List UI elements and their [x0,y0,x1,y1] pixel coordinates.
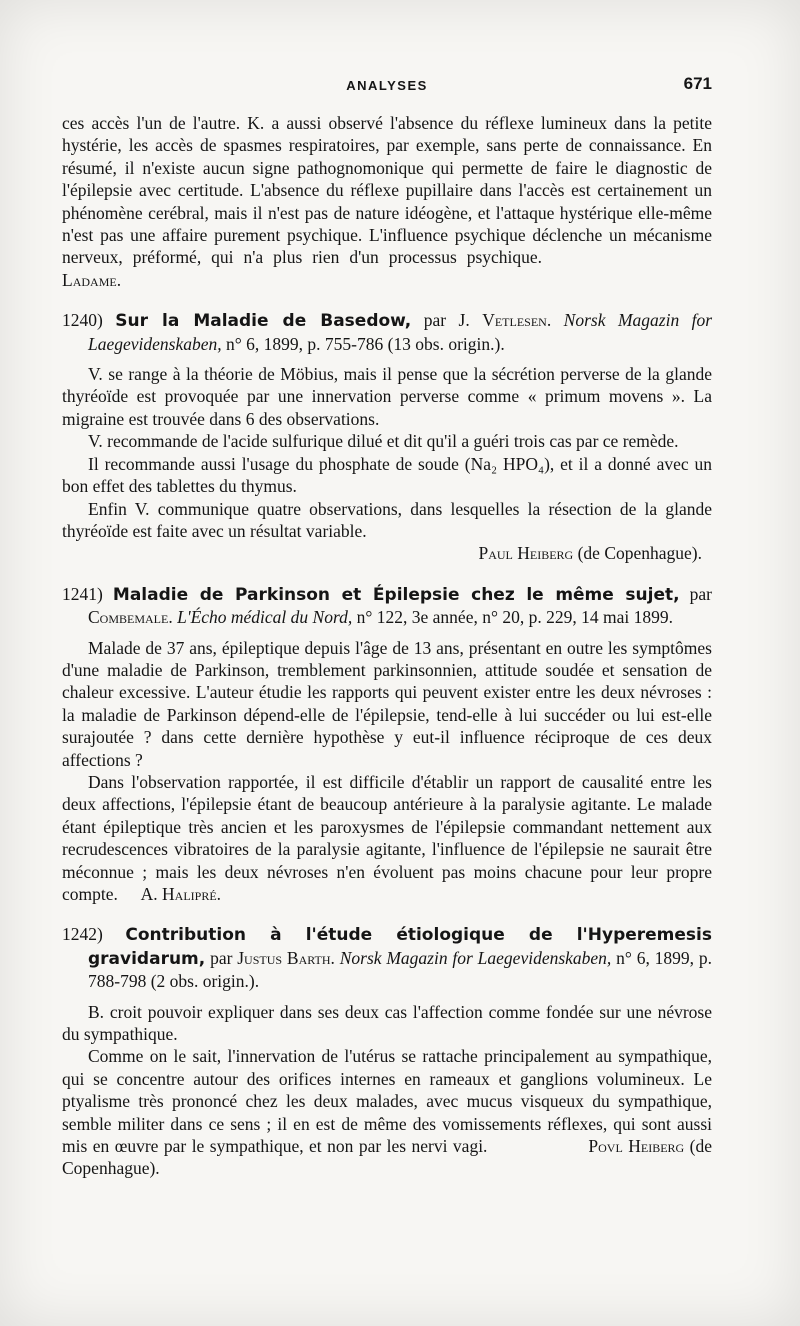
entry-journal: Norsk Magazin for Laegevidenskaben, [339,947,612,968]
paragraph: Enfin V. communique quatre observations, dans lesquelles la résection de la glande thyréoïde est faite avec un résultat variable. [62,498,712,541]
entry-1241 [62,583,712,906]
paragraph: Malade de 37 ans, épileptique depuis l'âge de 13 ans, présentant en outre les symptômes d'une maladie de Parkinson, tremblement parkinsonnien, attitude soudée et sensation de chaleur excessive. L'auteur étudie les rapports qui peuvent exister entre les deux névroses : la maladie de Parkinson dépend-elle de l'épilepsie, tend-elle à lui succéder ou lui est-elle surajoutée ? dans cette dernière hypothèse y eut-il influence réciproque de ces deux affections ? [62,637,712,770]
paragraph: Il recommande aussi l'usage du phosphate de soude (Na₂ HPO₄), et il a donné avec un bon effet des tablettes du thymus. [62,453,712,497]
entry-number: 1241) [62,583,103,604]
entry-author: Combemale. [88,607,173,628]
paragraph-with-signature [62,771,712,905]
signature-name: Povl Heiberg [588,1136,685,1157]
page-header [62,74,712,98]
entry-title: Maladie de Parkinson et Épilepsie chez le même sujet, [112,584,680,605]
entry-author: Justus Barth. [237,947,335,968]
signature-ladame: Ladame. [62,269,122,290]
entry-title: Sur la Maladie de Basedow, [115,311,412,332]
entry-journal: L'Écho médical du Nord, [177,607,353,628]
entry-heading [62,309,712,355]
signature-place: (de Copenhague). [577,543,702,564]
signature-name: Paul Heiberg [478,543,574,564]
signature-halipre: A. Halipré. [140,884,222,904]
entry-details: n° 6, 1899, p. 788-798 (2 obs. origin.). [88,947,712,992]
signature-place: (de Copenhague). [62,1136,713,1179]
paragraph: V. se range à la théorie de Möbius, mais il pense que la sécrétion perverse de la glande thyréoïde est provoquée par une innervation perverse comme « primum movens ». La migraine est trouvée dans 6 des observations. [62,364,712,429]
entry-heading [62,923,712,992]
paragraph-text: Comme on le sait, l'innervation de l'utérus se rattache principalement au sympathique, qui se concentre autour des orifices internes en rameaux et ganglions volumineux. Le ptyalisme très prononcé chez les deux malades, avec mucus visqueux du sympathique, semble militer dans ce sens ; il en est de même des vomissements réflexes, qui sont aussi mis en œuvre par le sympathique, et non par les nervi vagi. [62,1046,712,1157]
running-title: ANALYSES [346,78,428,93]
entry-title: Contribution à l'étude étiologique de l'Hyperemesis gravidarum, [88,925,712,969]
entry-1242 [62,923,712,1179]
entry-by: par [210,947,233,968]
entry-number: 1240) [62,310,103,331]
paragraph: V. recommande de l'acide sulfurique dilué et dit qu'il a guéri trois cas par ce remède. [88,431,679,452]
paragraph-with-signature [62,1045,712,1179]
entry-journal: Norsk Magazin for Laegevidenskaben, [88,310,713,354]
paragraph: B. croit pouvoir expliquer dans ses deux cas l'affection comme fondée sur une névrose du sympathique. [62,1001,712,1045]
entry-details: n° 6, 1899, p. 755-786 (13 obs. origin.). [226,333,505,354]
entry-number: 1242) [62,924,103,945]
entry-by: par [689,583,713,604]
entry-details: n° 122, 3e année, n° 20, p. 229, 14 mai 1899. [356,607,673,628]
page-number: 671 [683,74,712,93]
signature-line [62,542,712,564]
entry-1240 [62,309,712,564]
intro-text: ces accès l'un de l'autre. K. a aussi observé l'absence du réflexe lumineux dans la petite hystérie, les accès de spasmes respiratoires, par exemple, sans perte de connaissance. En résumé, il n'existe aucun signe pathognomonique qui permette de faire le diagnostic de l'épilepsie avec certitude. L'absence du réflexe pupillaire dans l'accès est certainement un phénomène cerébral, mais il n'est pas de nature idéogène, et l'attaque hystérique elle-même n'est pas une affaire purement psychique. L'influence psychique déclenche un mécanisme nerveux, préformé, qui n'a plus rien d'un processus psychique. [62,113,712,268]
page-body [62,112,712,1180]
entry-by: par J. [423,310,470,331]
intro-paragraph [62,112,712,291]
entry-author: Vetlesen. [482,310,552,331]
paragraph-text: Dans l'observation rapportée, il est difficile d'établir un rapport de causalité entre les deux affections, l'épilepsie étant de beaucoup antérieure à la paralysie agitante. Le malade étant épileptique très ancien et les paroxysmes de l'épilepsie commandant nettement aux recrudescences vibratoires de la paralysie agitante, l'influence de l'épilepsie ne saurait être méconnue ; mais les deux névroses n'en évoluent pas moins chacune pour leur propre compte. [62,771,712,904]
entry-heading [62,583,712,629]
